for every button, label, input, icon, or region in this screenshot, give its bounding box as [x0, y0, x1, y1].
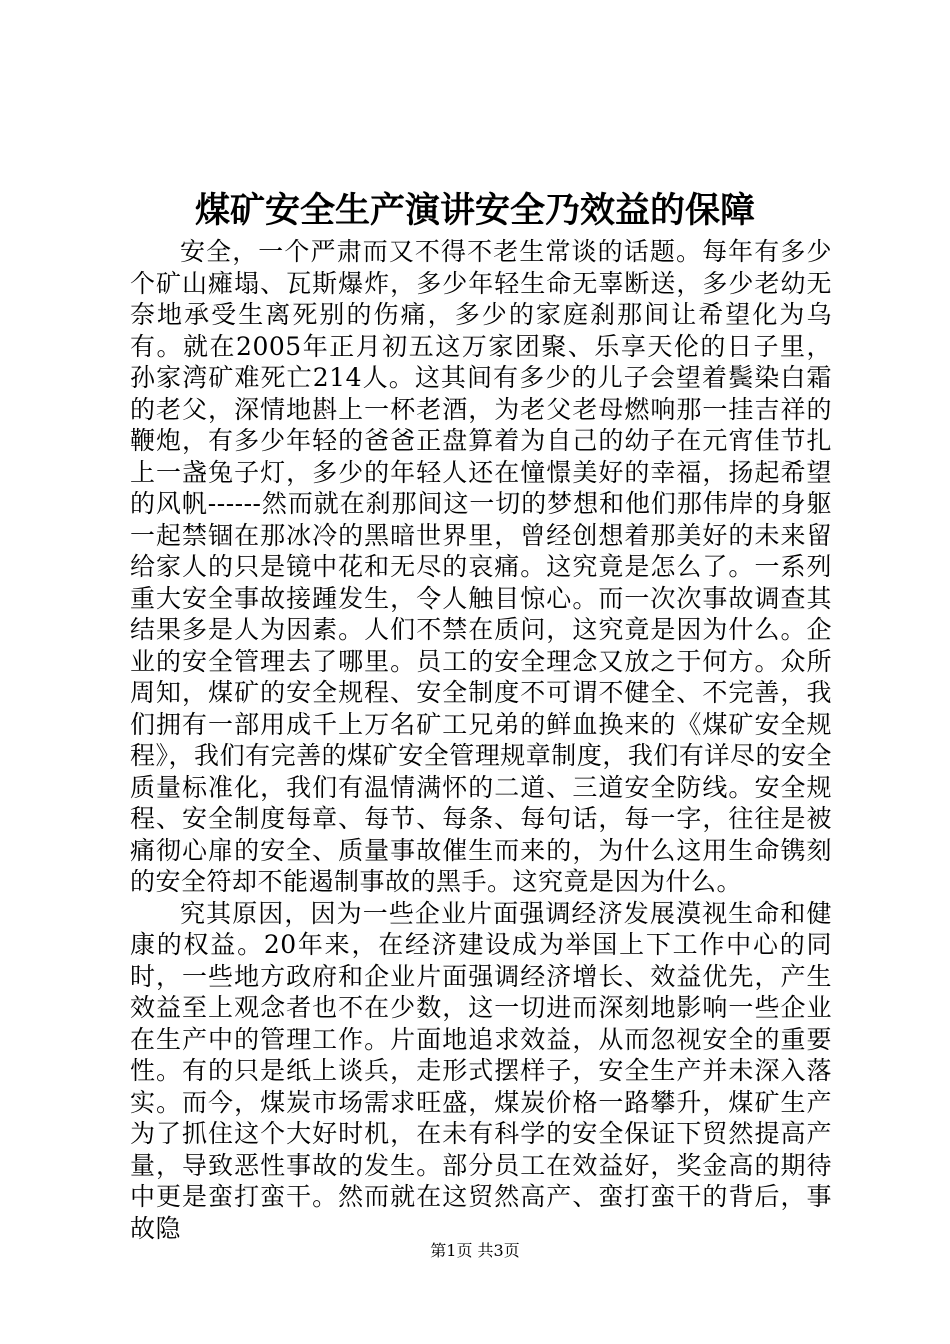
- paragraph-2: 究其原因，因为一些企业片面强调经济发展漠视生命和健康的权益。20年来，在经济建设成为举国上下工作中心的同时，一些地方政府和企业片面强调经济增长、效益优先，产生效益至上观念者也不在少数，这一切进而深刻地影响一些企业在生产中的管理工作。片面地追求效益，从而忽视安全的重要性。有的只是纸上谈兵，走形式摆样子，安全生产并未深入落实。而今，煤炭市场需求旺盛，煤炭价格一路攀升，煤矿生产为了抓住这个大好时机，在未有科学的安全保证下贸然提高产量，导致恶性事故的发生。部分员工在效益好，奖金高的期待中更是蛮打蛮干。然而就在这贸然高产、蛮打蛮干的背后，事故隐: [130, 898, 832, 1243]
- document-title: 煤矿安全生产演讲安全乃效益的保障: [194, 190, 755, 231]
- paragraph-1: 安全，一个严肃而又不得不老生常谈的话题。每年有多少个矿山瘫塌、瓦斯爆炸，多少年轻生命无辜断送，多少老幼无奈地承受生离死别的伤痛，多少的家庭刹那间让希望化为乌有。就在2005年正月初五这万家团聚、乐享天伦的日子里，孙家湾矿难死亡214人。这其间有多少的儿子会望着鬓染白霜的老父，深情地斟上一杯老酒，为老父老母燃响那一挂吉祥的鞭炮，有多少年轻的爸爸正盘算着为自己的幼子在元宵佳节扎上一盏兔子灯，多少的年轻人还在憧憬美好的幸福，扬起希望的风帆------然而就在刹那间这一切的梦想和他们那伟岸的身躯一起禁锢在那冰冷的黑暗世界里，曾经创想着那美好的未来留给家人的只是镜中花和无尽的哀痛。这究竟是怎么了。一系列重大安全事故接踵发生，令人触目惊心。而一次次事故调查其结果多是人为因素。人们不禁在质问，这究竟是因为什么。企业的安全管理去了哪里。员工的安全理念又放之于何方。众所周知，煤矿的安全规程、安全制度不可谓不健全、不完善，我们拥有一部用成千上万名矿工兄弟的鲜血换来的《煤矿安全规程》，我们有完善的煤矿安全管理规章制度，我们有详尽的安全质量标准化，我们有温情满怀的二道、三道安全防线。安全规程、安全制度每章、每节、每条、每句话，每一字，往往是被痛彻心扉的安全、质量事故催生而来的，为什么这用生命镌刻的安全符却不能遏制事故的黑手。这究竟是因为什么。: [130, 237, 832, 896]
- page-number: 第1页 共3页: [430, 1241, 520, 1260]
- document-body: [130, 236, 832, 1244]
